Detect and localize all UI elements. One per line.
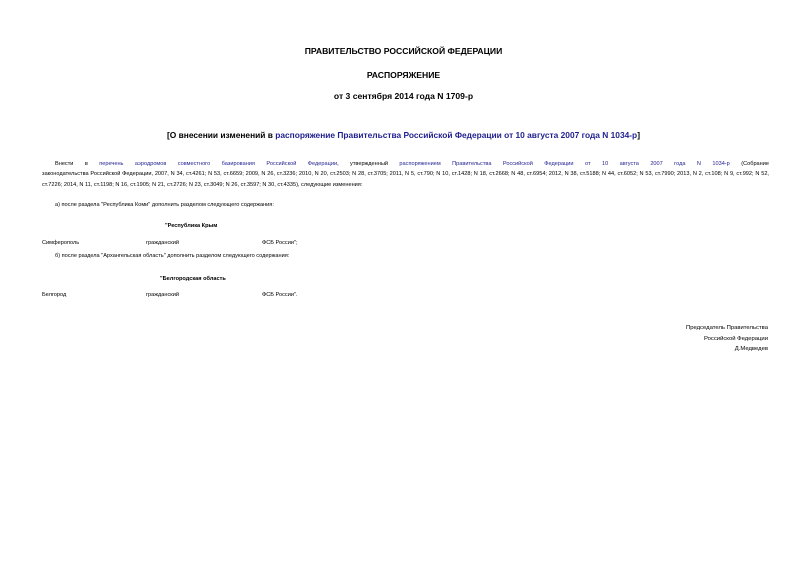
- intro-text-2: , утвержденный: [337, 161, 400, 167]
- intro-text-1: Внести в: [55, 161, 100, 167]
- title-link[interactable]: распоряжение Правительства Российской Федерации от 10 августа 2007 года N 1034-р: [275, 130, 638, 140]
- item-b-region: "Белгородская область: [160, 276, 226, 282]
- item-b-agency: ФСБ России".: [262, 292, 298, 298]
- paragraph-first-line: [42, 159, 769, 169]
- title-suffix: ]: [637, 130, 640, 140]
- item-b-type: гражданский: [146, 292, 179, 298]
- item-a-text: а) после раздела "Республика Коми" дополнить разделом следующего содержания:: [55, 202, 274, 208]
- order-link[interactable]: распоряжением Правительства Российской Федерации от 10 августа 2007 года N 1034-р: [399, 161, 730, 167]
- item-a-region: "Республика Крым: [165, 223, 218, 229]
- signature-country: Российской Федерации: [703, 335, 768, 342]
- signature-title: Председатель Правительства: [685, 325, 768, 331]
- item-a-type: гражданский: [146, 240, 179, 246]
- document-type-heading: РАСПОРЯЖЕНИЕ: [366, 70, 441, 80]
- item-a-city: Симферополь: [42, 240, 80, 246]
- signature-name: Д.Медведев: [734, 346, 768, 352]
- title-prefix: [О внесении изменений в: [167, 130, 276, 140]
- list-link[interactable]: перечень аэродромов совместного базирования Российской Федерации: [99, 161, 338, 167]
- government-heading: ПРАВИТЕЛЬСТВО РОССИЙСКОЙ ФЕДЕРАЦИИ: [304, 46, 503, 56]
- main-paragraph: [42, 159, 769, 190]
- signature-block: [686, 323, 768, 355]
- item-b-text: б) после раздела "Архангельская область" дополнить разделом следующего содержания:: [55, 253, 290, 259]
- intro-text-3: (Собрание: [729, 161, 769, 167]
- document-title: [0, 130, 807, 140]
- item-a-agency: ФСБ России";: [262, 240, 298, 246]
- item-b-city: Белгород: [42, 292, 67, 298]
- paragraph-rest: законодательства Российской Федерации, 2007, N 34, ст.4261; N 53, ст.6659; 2009, N 26, ст.3236; 2010, N 20, ст.2503; N 28, ст.3705; 2011, N 5, ст.790; N 10, ст.1428; N 18, ст.2668; N 48, ст.6954; 2012, N 38, ст.5188; N 44, ст.6052; N 53, ст.7990; 2013, N 2, ст.108; N 9, ст.992; N 52, ст.7226; 2014, N 11, ст.1198; N 16, ст.1905; N 21, ст.2726; N 23, ст.3049; N 26, ст.3597; N 30, ст.4335), следующие изменения:: [42, 171, 769, 188]
- document-date-number: от 3 сентября 2014 года N 1709-р: [333, 91, 474, 101]
